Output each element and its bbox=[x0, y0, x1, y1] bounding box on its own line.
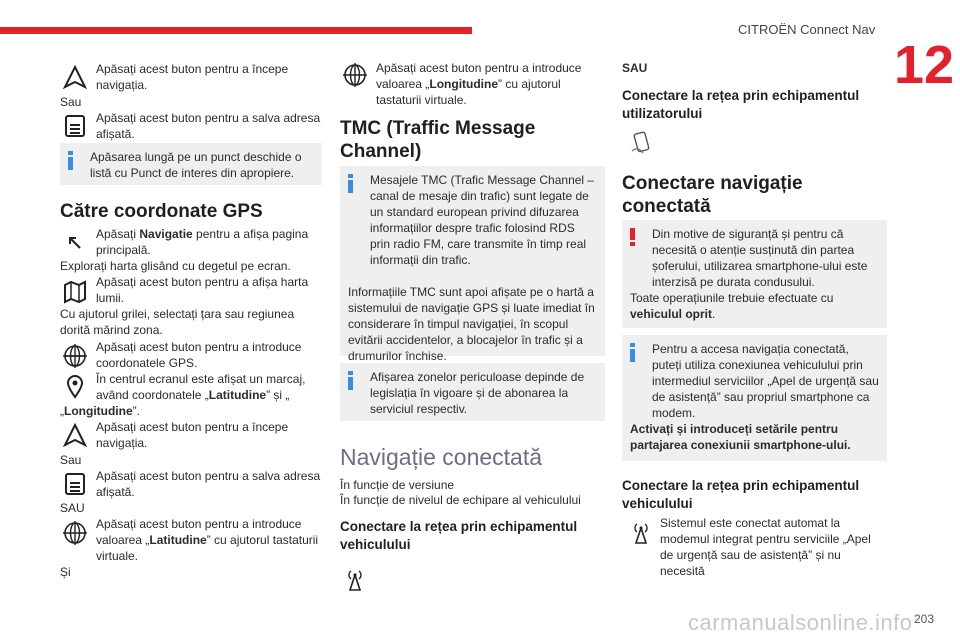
text-version: În funcție de versiune bbox=[340, 478, 455, 492]
tmc-info-text-2: Informațiile TMC sunt apoi afișate pe o hartă a sistemului de navigație GPS și luate imediat în considerare în timpul navigației, în scopul evitării accidentelor, a blocajelor în trafic și a drumurilor închise. bbox=[348, 285, 595, 363]
navigation-arrow-icon bbox=[60, 228, 90, 258]
tmc-info-text-1: Mesajele TMC (Trafic Message Channel – canal de mesaje din trafic) sunt legate de un standard european privind difuzarea informațiilor despre trafic folosind RDS prin radio FM, care transmite în timp real informații din trafic. bbox=[370, 173, 595, 267]
info-box-poi bbox=[60, 143, 322, 185]
header-title: CITROËN Connect Nav bbox=[738, 22, 876, 37]
smartphone-icon bbox=[626, 128, 656, 160]
text-sau-2: Sau bbox=[60, 453, 82, 467]
location-pin-icon bbox=[60, 371, 90, 401]
gps-coordinates-icon bbox=[60, 341, 90, 371]
info-icon bbox=[630, 343, 635, 362]
heading-tmc: TMC (Traffic Message Channel) bbox=[340, 118, 536, 162]
text-sau-3: SAU bbox=[60, 501, 85, 515]
info-box-tmc bbox=[340, 166, 605, 363]
info-icon bbox=[348, 371, 353, 390]
text-save-1: Apăsați acest buton pentru a salva adresa afișată. bbox=[96, 111, 321, 141]
watermark: carmanualsonline.info bbox=[688, 610, 913, 635]
warning-icon bbox=[630, 228, 635, 246]
text-sau-1: Sau bbox=[60, 95, 82, 109]
text-navigatie: Apăsați Navigatie pentru a afișa pagina principală. bbox=[96, 227, 309, 257]
gps-longitude-icon bbox=[340, 60, 370, 90]
info-icon bbox=[68, 151, 73, 170]
antenna-icon bbox=[340, 563, 370, 593]
section-title-connected-nav: Navigație conectată bbox=[340, 444, 543, 470]
gps-latitude-icon bbox=[60, 518, 90, 548]
info-icon bbox=[348, 174, 353, 193]
heading-connected-nav-connection: Conectare navigație conectată bbox=[622, 173, 803, 217]
text-grid: Cu ajutorul grilei, selectați țara sau regiunea dorită mărind zona. bbox=[60, 307, 295, 337]
text-save-2: Apăsați acest buton pentru a salva adresa afișată. bbox=[96, 469, 321, 499]
access-info-text: Pentru a accesa navigația conectată, puteți utiliza conexiunea vehiculului prin intermediul serviciilor „Apel de urgență sau de asistență” sau propriul smartphone ca modem. bbox=[652, 342, 879, 420]
access-info-bold: Activați și introduceți setările pentru partajarea conexiunii smartphone-ului. bbox=[630, 422, 851, 452]
text-start-nav-2: Apăsați acest buton pentru a începe navigația. bbox=[96, 420, 289, 450]
heading-vehicle-network: Conectare la rețea prin echipamentul vehiculului bbox=[340, 519, 578, 552]
page-number: 203 bbox=[914, 612, 935, 626]
info-box-danger-zones bbox=[340, 363, 605, 421]
header-red-bar bbox=[0, 27, 472, 34]
chapter-number: 12 bbox=[894, 35, 955, 95]
text-enter-gps: Apăsați acest buton pentru a introduce coordonatele GPS. bbox=[96, 340, 302, 370]
navigate-icon bbox=[60, 62, 90, 92]
save-icon-2 bbox=[60, 469, 90, 499]
navigate-icon-2 bbox=[60, 420, 90, 450]
warning-text-1: Din motive de siguranță și pentru că necesită o atenție susținută din partea șoferului, utilizarea smartphone-ului este interzisă pe durata condusului. bbox=[652, 227, 868, 289]
info-poi-text: Apăsarea lungă pe un punct deschide o listă cu Punct de interes din apropiere. bbox=[90, 150, 302, 180]
world-map-icon bbox=[60, 277, 90, 307]
warning-text-2: Toate operațiunile trebuie efectuate cu vehiculul oprit. bbox=[630, 291, 834, 321]
heading-vehicle-network-2: Conectare la rețea prin echipamentul vehiculului bbox=[622, 478, 860, 511]
text-equipment-level: În funcție de nivelul de echipare al vehiculului bbox=[340, 493, 581, 507]
warning-box bbox=[622, 220, 887, 328]
text-explore: Explorați harta glisând cu degetul pe ecran. bbox=[60, 259, 291, 273]
heading-user-network: Conectare la rețea prin echipamentul utilizatorului bbox=[622, 88, 860, 121]
text-world-map: Apăsați acest buton pentru a afișa harta lumii. bbox=[96, 275, 309, 305]
text-longitude: „Longitudine”. bbox=[60, 404, 140, 418]
info-box-access bbox=[622, 335, 887, 461]
text-marker: În centrul ecranul este afișat un marcaj, având coordonatele „Latitudine” și „ bbox=[96, 372, 306, 402]
text-enter-longitude: Apăsați acest buton pentru a introduce valoarea „Longitudine” cu ajutorul tastaturii virtuale. bbox=[376, 61, 582, 107]
text-enter-latitude: Apăsați acest buton pentru a introduce valoarea „Latitudine” cu ajutorul tastaturii virtuale. bbox=[96, 517, 319, 563]
text-sau: SAU bbox=[622, 61, 648, 75]
danger-zones-text: Afișarea zonelor periculoase depinde de legislația în vigoare și de abonarea la serviciul respectiv. bbox=[370, 370, 585, 416]
antenna-icon-2 bbox=[626, 516, 656, 546]
save-icon bbox=[60, 111, 90, 141]
text-si: Și bbox=[60, 565, 71, 579]
heading-gps: Către coordonate GPS bbox=[60, 201, 263, 222]
text-auto-connect: Sistemul este conectat automat la modemul integrat pentru serviciile „Apel de urgență sau de asistență” și nu necesită bbox=[660, 516, 871, 578]
text-start-nav-1: Apăsați acest buton pentru a începe navigația. bbox=[96, 62, 289, 92]
